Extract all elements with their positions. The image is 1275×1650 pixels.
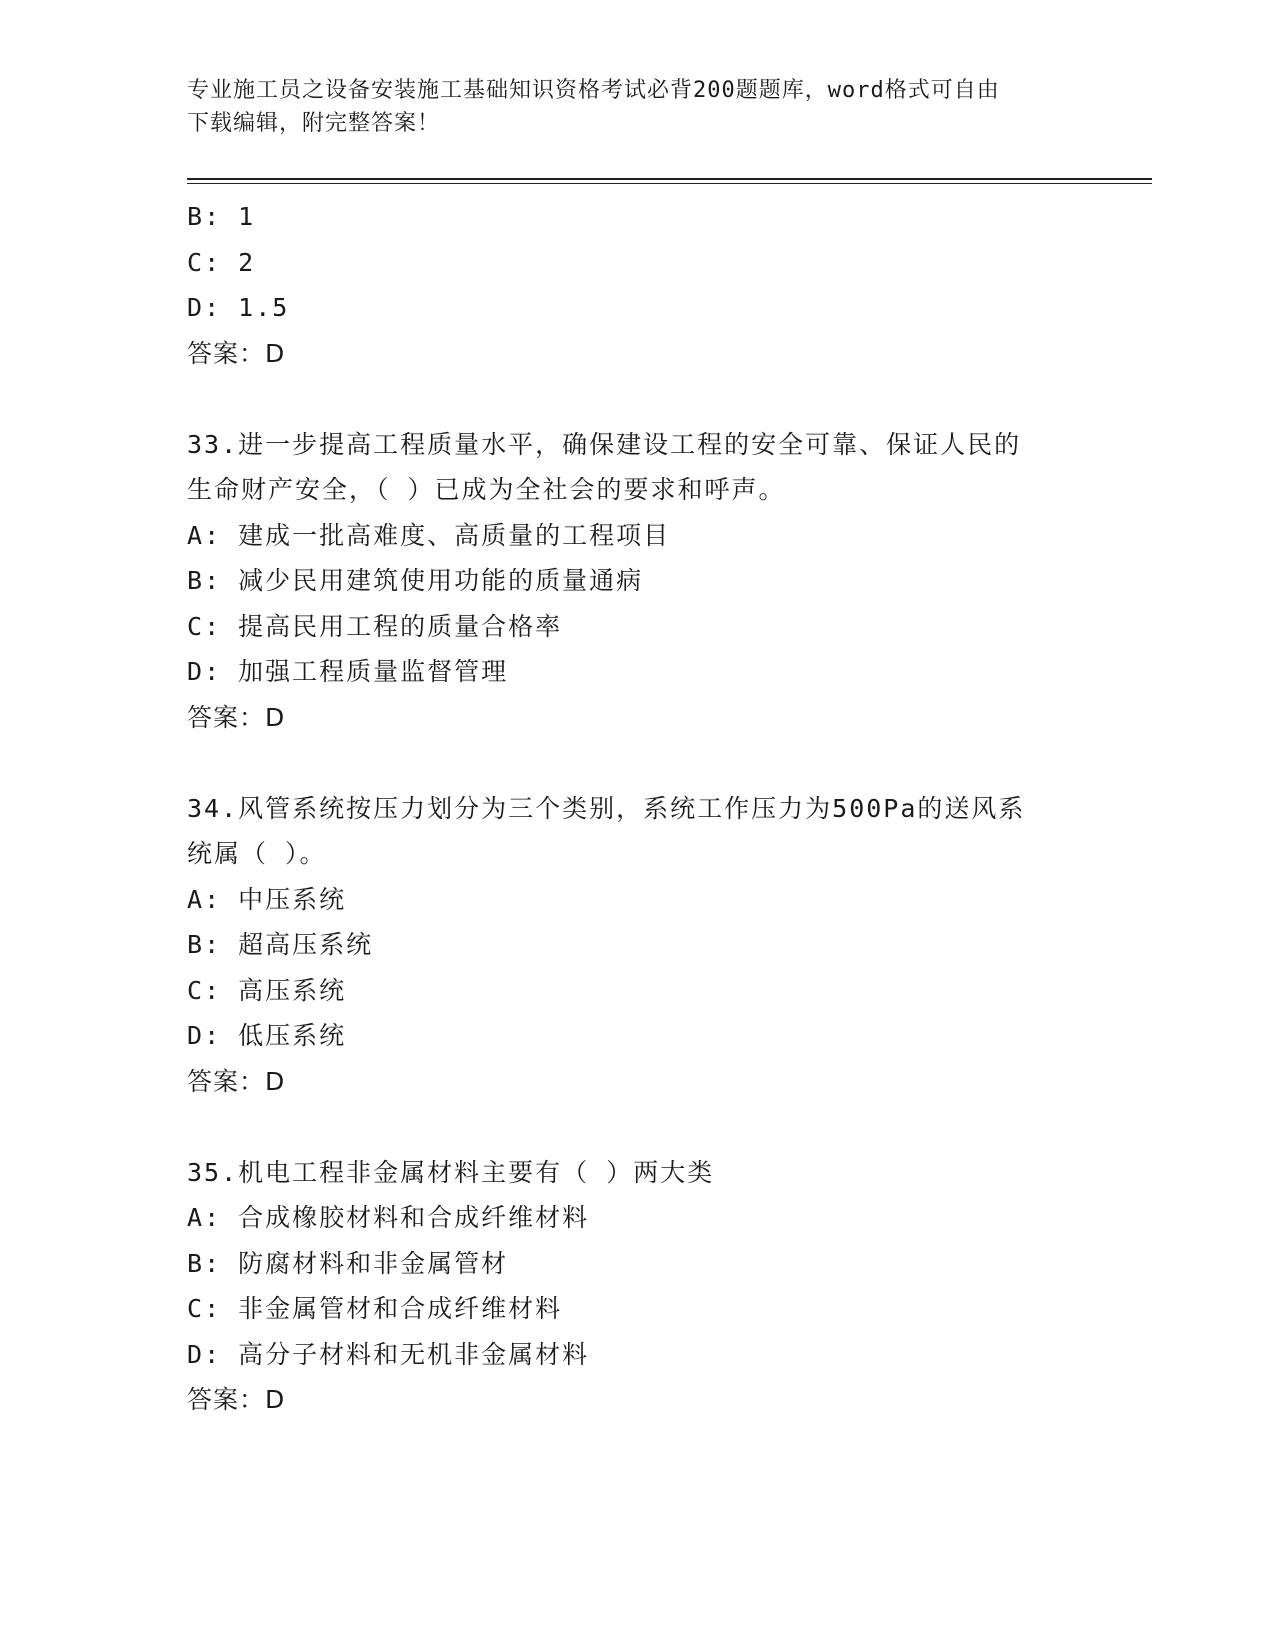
option-label: D bbox=[187, 657, 205, 686]
question-stem-line-2: 生命财产安全，（ ）已成为全社会的要求和呼声。 bbox=[187, 475, 786, 504]
option-label: C bbox=[187, 975, 205, 1005]
option-b: B: 减少民用建筑使用功能的质量通病 bbox=[187, 566, 644, 595]
header-divider-thick bbox=[187, 178, 1152, 180]
option-text: 高分子材料和无机非金属材料 bbox=[238, 1339, 590, 1369]
question-33 bbox=[187, 422, 1087, 741]
question-stem-line-2: 统属（ ）。 bbox=[187, 839, 327, 868]
option-text: 合成橡胶材料和合成纤维材料 bbox=[238, 1203, 590, 1232]
prev-question bbox=[187, 194, 1087, 376]
option-text: 提高民用工程的质量合格率 bbox=[238, 611, 563, 641]
document-header bbox=[187, 74, 1067, 140]
option-label: B bbox=[187, 1248, 205, 1278]
option-c: C: 提高民用工程的质量合格率 bbox=[187, 611, 563, 641]
option-d: D: 高分子材料和无机非金属材料 bbox=[187, 1339, 590, 1369]
option-label: D bbox=[187, 1021, 205, 1050]
option-label: C bbox=[187, 611, 205, 641]
option-b: B: 超高压系统 bbox=[187, 930, 374, 959]
option-text: 减少民用建筑使用功能的质量通病 bbox=[238, 566, 644, 595]
answer-line: 答案：D bbox=[187, 338, 286, 368]
option-text: 加强工程质量监督管理 bbox=[238, 657, 509, 686]
answer-line: 答案：D bbox=[187, 702, 286, 732]
option-b: B: 防腐材料和非金属管材 bbox=[187, 1248, 509, 1278]
option-label: A bbox=[187, 520, 205, 550]
question-34 bbox=[187, 786, 1087, 1105]
question-list bbox=[187, 194, 1087, 1423]
option-label: B bbox=[187, 930, 205, 959]
question-stem-line-1: 33.进一步提高工程质量水平，确保建设工程的安全可靠、保证人民的 bbox=[187, 429, 1022, 459]
option-text: 高压系统 bbox=[238, 975, 347, 1005]
option-label: D bbox=[187, 293, 205, 322]
option-d: D: 加强工程质量监督管理 bbox=[187, 657, 509, 686]
option-text: 非金属管材和合成纤维材料 bbox=[238, 1294, 563, 1323]
option-d: D: 1.5 bbox=[187, 293, 290, 322]
option-c: C: 2 bbox=[187, 247, 256, 277]
option-d: D: 低压系统 bbox=[187, 1021, 347, 1050]
option-label: C bbox=[187, 1294, 205, 1323]
option-label: B bbox=[187, 202, 205, 231]
option-a: A: 建成一批高难度、高质量的工程项目 bbox=[187, 520, 671, 550]
option-label: A bbox=[187, 1203, 205, 1232]
question-stem-line-1: 35.机电工程非金属材料主要有（ ）两大类 bbox=[187, 1157, 715, 1187]
option-b: B: 1 bbox=[187, 202, 256, 231]
header-divider-thin bbox=[187, 183, 1152, 184]
answer-line: 答案：D bbox=[187, 1066, 286, 1096]
answer-line: 答案：D bbox=[187, 1385, 286, 1414]
option-label: B bbox=[187, 566, 205, 595]
option-text: 超高压系统 bbox=[238, 930, 374, 959]
option-label: C bbox=[187, 247, 205, 277]
option-label: D bbox=[187, 1339, 205, 1369]
option-a: A: 合成橡胶材料和合成纤维材料 bbox=[187, 1203, 590, 1232]
option-text: 中压系统 bbox=[238, 884, 347, 914]
option-text: 1 bbox=[238, 202, 256, 231]
option-label: A bbox=[187, 884, 205, 914]
option-a: A: 中压系统 bbox=[187, 884, 347, 914]
header-title-line-2: 下载编辑，附完整答案！ bbox=[187, 111, 441, 136]
option-text: 低压系统 bbox=[238, 1021, 347, 1050]
option-text: 建成一批高难度、高质量的工程项目 bbox=[238, 520, 671, 550]
option-text: 2 bbox=[238, 247, 256, 277]
question-35 bbox=[187, 1150, 1087, 1423]
option-c: C: 高压系统 bbox=[187, 975, 347, 1005]
question-stem-line-1: 34.风管系统按压力划分为三个类别，系统工作压力为500Pa的送风系 bbox=[187, 793, 1026, 823]
option-text: 1.5 bbox=[238, 293, 290, 322]
header-title-line-1: 专业施工员之设备安装施工基础知识资格考试必背200题题库，word格式可自由 bbox=[187, 78, 1000, 103]
option-c: C: 非金属管材和合成纤维材料 bbox=[187, 1294, 563, 1323]
option-text: 防腐材料和非金属管材 bbox=[238, 1248, 509, 1278]
